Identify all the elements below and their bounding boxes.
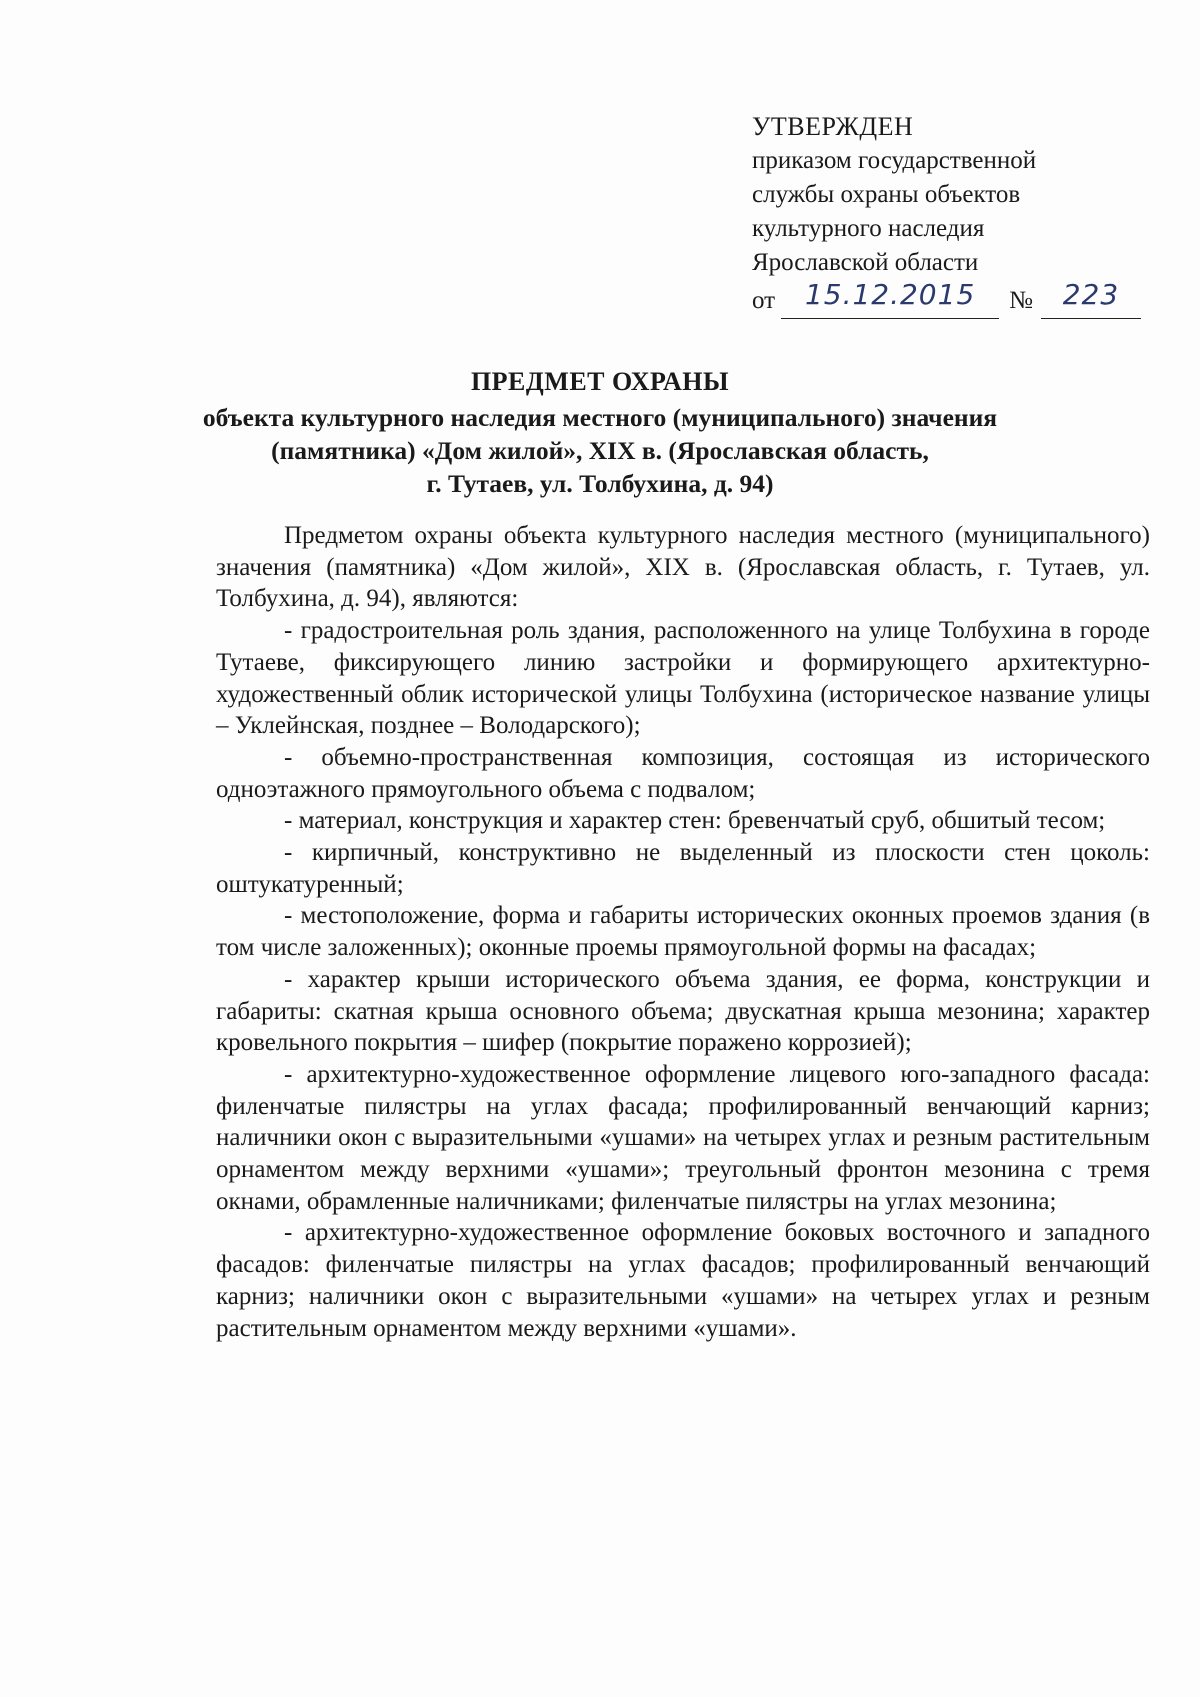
main-title: ПРЕДМЕТ ОХРАНЫ: [470, 367, 730, 396]
approval-line: службы охраны объектов: [752, 181, 1021, 208]
approved-heading: УТВЕРЖДЕН: [752, 112, 914, 141]
list-item: - материал, конструкция и характер стен: бревенчатый сруб, обшитый тесом;: [284, 807, 1106, 835]
number-blank: [1041, 278, 1141, 319]
list-item: - объемно-пространственная композиция, состоящая из исторического одноэтажного прямоугольного объема с подвалом;: [216, 743, 1150, 803]
handwritten-number: 223: [1062, 278, 1120, 311]
approval-line: культурного наследия: [752, 215, 985, 242]
date-prefix: от: [752, 287, 776, 314]
number-prefix: №: [1009, 287, 1033, 314]
approval-date-number-row: [752, 278, 1152, 319]
handwritten-date: 15.12.2015: [804, 278, 976, 311]
list-item: - кирпичный, конструктивно не выделенный из плоскости стен цоколь: оштукатуренный;: [216, 839, 1150, 898]
title-subline: г. Тутаев, ул. Толбухина, д. 94): [426, 469, 774, 498]
title-subline: (памятника) «Дом жилой», XIX в. (Ярославская область,: [271, 436, 929, 465]
list-item: - архитектурно-художественное оформление лицевого юго-западного фасада: филенчатые пилястры на углах фасада; профилированный венчающий карниз; наличники окон с выразительными «ушами» на четырех углах и резным растительным орнаментом между верхними «ушами»; треугольный фронтон мезонина с тремя окнами, обрамленные наличниками; филенчатые пилястры на углах мезонина;: [216, 1060, 1150, 1215]
intro-paragraph: Предметом охраны объекта культурного наследия местного (муниципального) значения (памятника) «Дом жилой», XIX в. (Ярославская область, г. Тутаев, ул. Толбухина, д. 94), являются:: [216, 522, 1150, 613]
date-blank: [781, 278, 999, 319]
list-item: - градостроительная роль здания, расположенного на улице Толбухина в городе Тутаеве, фиксирующего линию застройки и формирующего архитектурно-художественный облик исторической улицы Толбухина (историческое название улицы – Уклейнская, позднее – Володарского);: [216, 617, 1150, 740]
document-body: [216, 520, 1150, 1344]
approval-line: Ярославской области: [752, 249, 979, 276]
list-item: - архитектурно-художественное оформление боковых восточного и западного фасадов: филенчатые пилястры на углах фасадов; профилированный венчающий карниз; наличники окон с выразительными «ушами» на четырех углах и резным растительным орнаментом между верхними «ушами».: [216, 1219, 1150, 1342]
list-item: - характер крыши исторического объема здания, ее форма, конструкции и габариты: скатная крыша основного объема; двускатная крыша мезонина; характер кровельного покрытия – шифер (покрытие поражено коррозией);: [216, 965, 1150, 1057]
approval-block: [752, 110, 1152, 319]
approval-line: приказом государственной: [752, 147, 1037, 174]
title-subline: объекта культурного наследия местного (муниципального) значения: [202, 403, 998, 432]
document-title: [150, 365, 1050, 500]
list-item: - местоположение, форма и габариты исторических оконных проемов здания (в том числе заложенных); оконные проемы прямоугольной формы на фасадах;: [216, 902, 1150, 962]
